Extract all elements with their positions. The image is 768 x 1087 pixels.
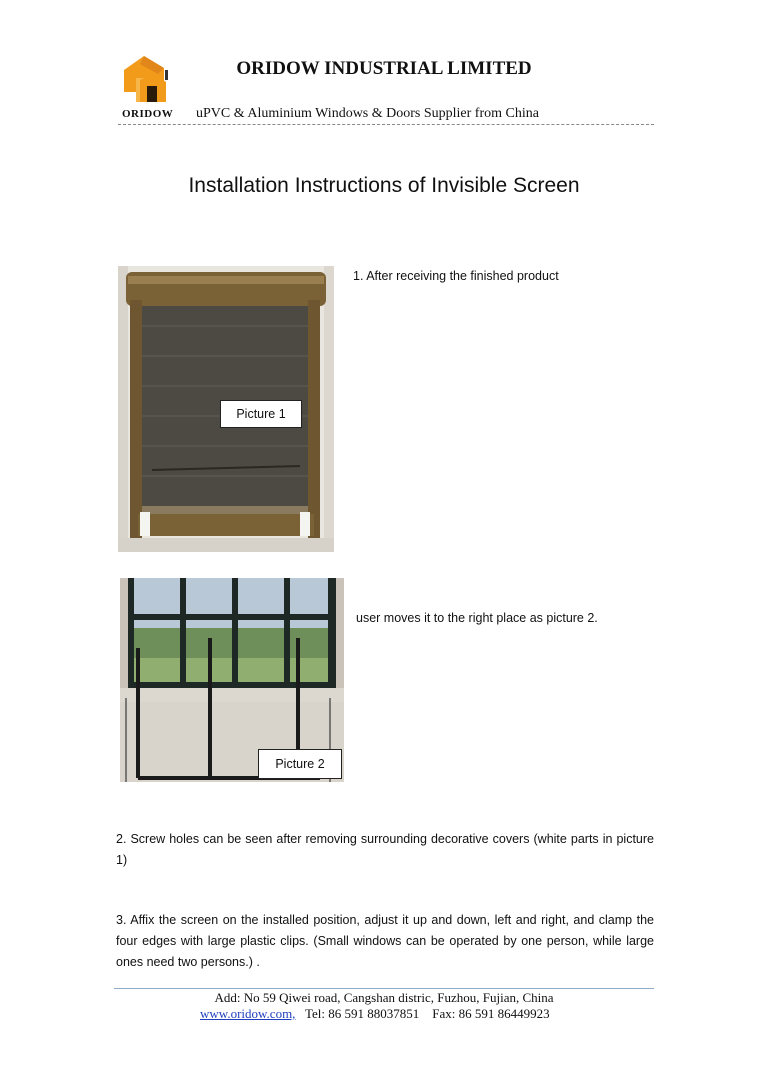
footer-fax: Fax: 86 591 86449923	[432, 1006, 550, 1021]
picture-1-label: Picture 1	[220, 400, 302, 428]
website-link[interactable]: www.oridow.com,	[200, 1006, 296, 1021]
picture-2-label: Picture 2	[258, 749, 342, 779]
footer-address: Add: No 59 Qiwei road, Cangshan distric, Fuzhou, Fujian, China	[214, 990, 554, 1005]
logo-text: ORIDOW	[122, 108, 174, 120]
footer-divider	[114, 988, 654, 989]
page-title: Installation Instructions of Invisible Screen	[188, 174, 580, 197]
footer-tel: Tel: 86 591 88037851	[304, 1006, 420, 1021]
company-name: ORIDOW INDUSTRIAL LIMITED	[236, 58, 532, 79]
step-3-text: 3. Affix the screen on the installed position, adjust it up and down, left and right, and clamp the four edges with large plastic clips. (Small windows can be operated by one person, while large ones need two persons.) .	[116, 913, 654, 969]
step-1-continued-text: user moves it to the right place as picture 2.	[356, 611, 598, 625]
step-2-text: 2. Screw holes can be seen after removing surrounding decorative covers (white parts in picture 1)	[116, 832, 654, 867]
step-1-text: 1. After receiving the finished product	[353, 269, 559, 283]
header-divider	[118, 124, 654, 125]
company-tagline: uPVC & Aluminium Windows & Doors Supplier from China	[196, 106, 539, 121]
footer-contact	[200, 1006, 550, 1022]
